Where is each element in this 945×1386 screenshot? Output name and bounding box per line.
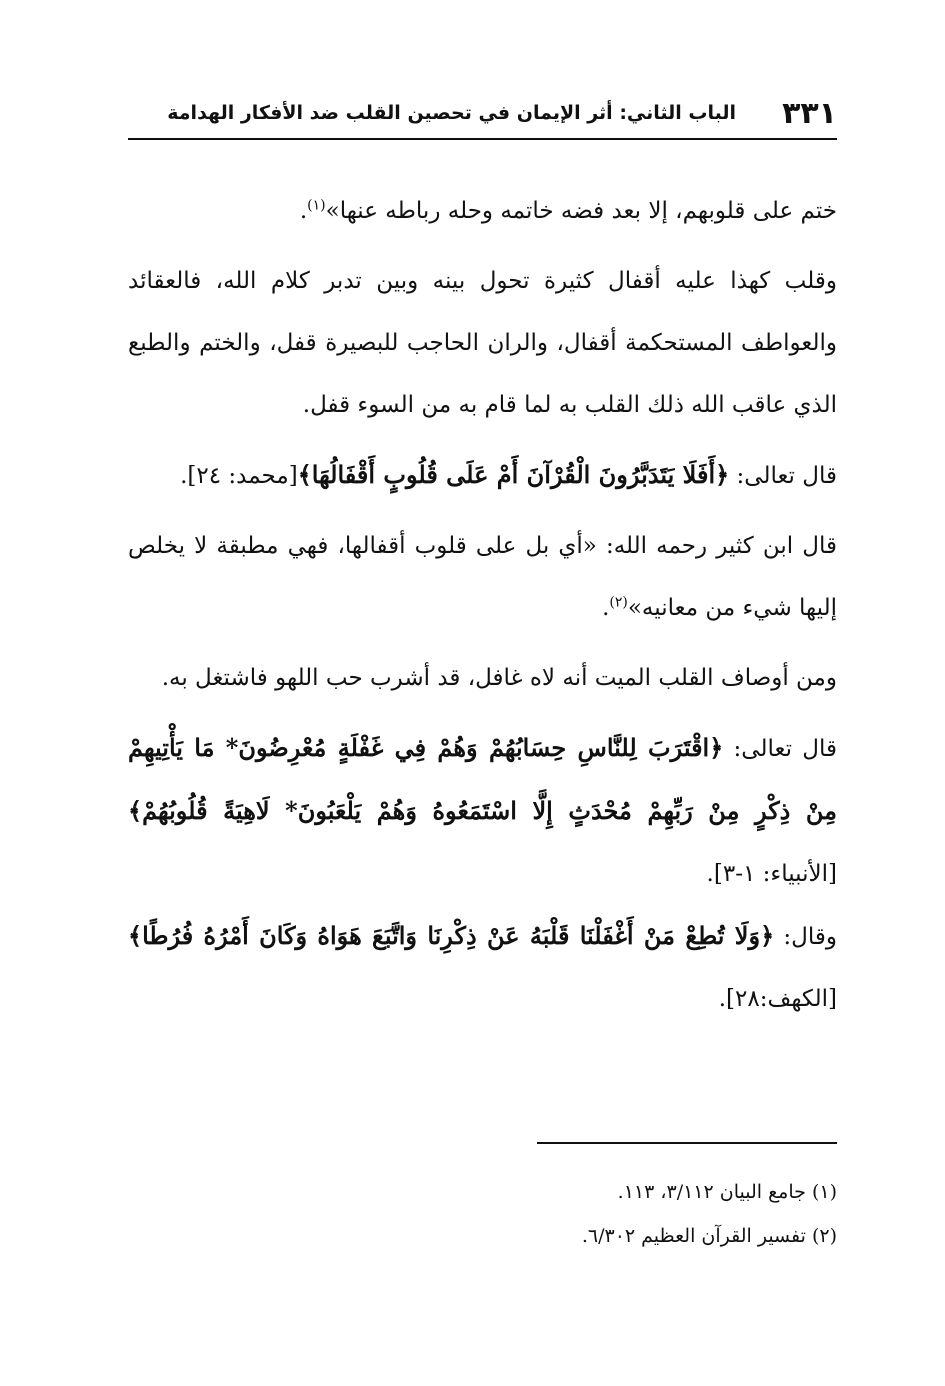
running-title: الباب الثاني: أثر الإيمان في تحصين القلب ضد الأفكار الهدامة bbox=[167, 102, 737, 124]
page-number: ٣٣١ bbox=[782, 95, 837, 131]
verse-reference-3: [الكهف:٢٨]. bbox=[718, 986, 837, 1012]
paragraph-3 bbox=[128, 444, 837, 507]
quran-verse-1: ﴿أَفَلَا يَتَدَبَّرُونَ الْقُرْآنَ أَمْ عَلَى قُلُوبٍ أَقْفَالُهَا﴾ bbox=[297, 460, 730, 489]
paragraph-2-text: وقلب كهذا عليه أقفال كثيرة تحول بينه وبين تدبر كلام الله، فالعقائد والعواطف المستحكمة أقفال، والران الحاجب للبصيرة قفل، والختم والطبع الذي عاقب الله ذلك القلب به لما قام به من السوء قفل. bbox=[128, 268, 837, 418]
paragraph-6 bbox=[128, 717, 837, 905]
paragraph-2 bbox=[128, 250, 837, 436]
running-header bbox=[128, 88, 837, 140]
paragraph-7 bbox=[128, 905, 837, 1030]
paragraph-7-intro: وقال: bbox=[774, 924, 837, 950]
body-text bbox=[128, 180, 837, 1030]
footnote-1: (١) جامع البيان ٣/١١٢، ١١٣. bbox=[617, 1181, 837, 1203]
paragraph-6-intro: قال تعالى: bbox=[723, 736, 837, 762]
footnote-ref-2: (٢) bbox=[609, 594, 628, 611]
footnote-divider bbox=[537, 1142, 837, 1144]
verse-reference-2: [الأنبياء: ١-٣]. bbox=[706, 861, 837, 887]
paragraph-3-intro: قال تعالى: bbox=[729, 463, 837, 489]
paragraph-5-text: ومن أوصاف القلب الميت أنه لاه غافل، قد أشرب حب اللهو فاشتغل به. bbox=[161, 665, 837, 691]
paragraph-5 bbox=[128, 647, 837, 709]
quran-verse-2: ﴿اقْتَرَبَ لِلنَّاسِ حِسَابُهُمْ وَهُمْ فِي غَفْلَةٍ مُعْرِضُونَ* مَا يَأْتِيهِمْ مِنْ ذِكْرٍ مِنْ رَبِّهِمْ مُحْدَثٍ إِلَّا اسْتَمَعُوهُ وَهُمْ يَلْعَبُونَ* لَاهِيَةً قُلُوبُهُمْ﴾ bbox=[128, 733, 837, 825]
paragraph-1-text: ختم على قلوبهم، إلا بعد فضه خاتمه وحله رباطه عنها» bbox=[325, 198, 837, 224]
paragraph-4 bbox=[128, 515, 837, 639]
paragraph-1-end: . bbox=[299, 198, 308, 224]
paragraph-1 bbox=[128, 180, 837, 242]
footnote-2: (٢) تفسير القرآن العظيم ٦/٣٠٢. bbox=[581, 1225, 837, 1247]
footnote-ref-1: (١) bbox=[307, 197, 326, 214]
verse-reference-1: [محمد: ٢٤]. bbox=[180, 463, 298, 489]
paragraph-4-end: . bbox=[602, 595, 610, 621]
footnotes bbox=[128, 1170, 837, 1258]
paragraph-4-text: قال ابن كثير رحمه الله: «أي بل على قلوب أقفالها، فهي مطبقة لا يخلص إليها شيء من معانيه» bbox=[128, 533, 837, 621]
quran-verse-3: ﴿وَلَا تُطِعْ مَنْ أَغْفَلْنَا قَلْبَهُ عَنْ ذِكْرِنَا وَاتَّبَعَ هَوَاهُ وَكَانَ أَمْرُهُ فُرُطًا﴾ bbox=[128, 921, 775, 950]
